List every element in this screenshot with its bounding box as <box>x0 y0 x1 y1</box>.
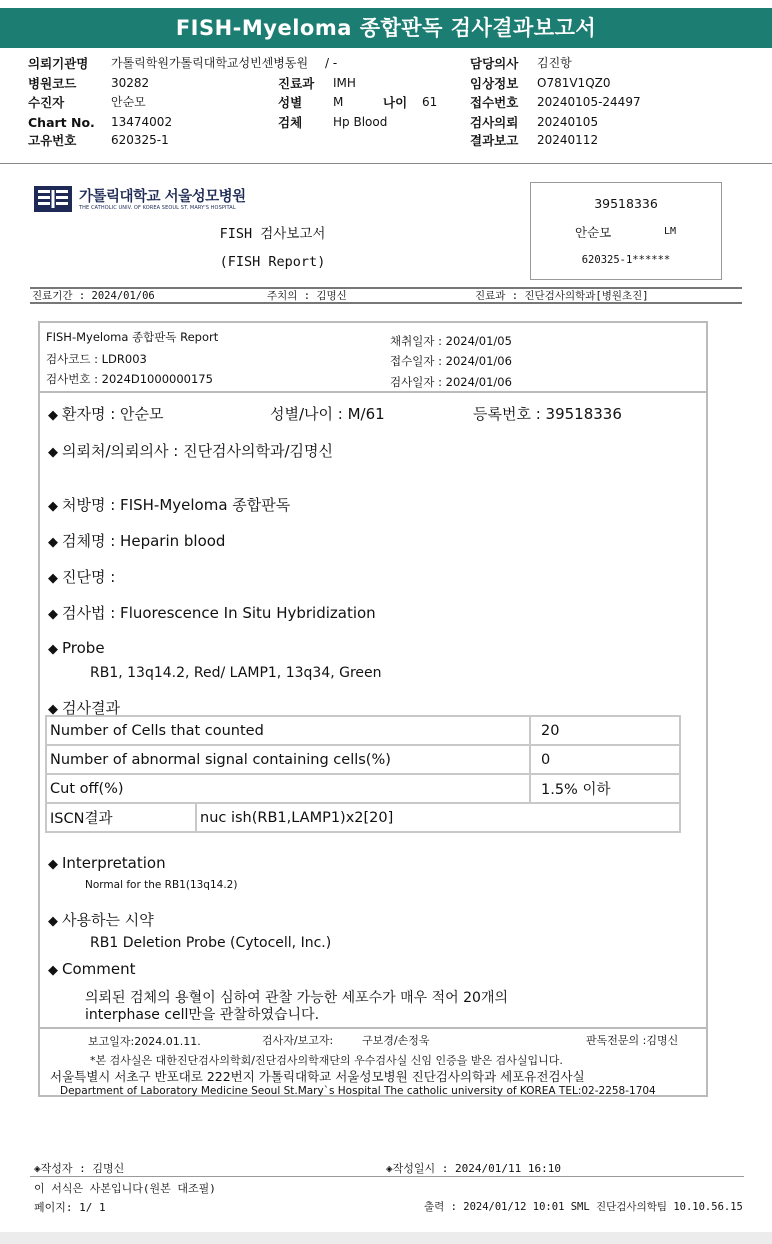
report-banner-title: FISH-Myeloma 종합판독 검사결과보고서 <box>0 8 772 48</box>
age-value: 61 <box>422 95 438 109</box>
exam-date: 검사일자 : 2024/01/06 <box>390 375 512 389</box>
id-box-code: LM <box>664 226 677 237</box>
id-box-name: 안순모 <box>575 225 612 240</box>
lab-address-en: Department of Laboratory Medicine Seoul St.Mary`s Hospital The catholic university of KOREA TEL:02-2258-1704 <box>60 1085 656 1097</box>
iscn-value-cell: nuc ish(RB1,LAMP1)x2[20] <box>196 803 680 832</box>
comment-line-2: interphase cell만을 관찰하였습니다. <box>85 1007 320 1023</box>
report-date: 보고일자:2024.01.11. <box>88 1035 201 1048</box>
request-value: 20240105 <box>537 115 599 129</box>
dept-value: IMH <box>333 76 356 90</box>
receipt-label: 접수번호 <box>470 95 519 110</box>
document-subtitle: (FISH Report) <box>219 254 326 270</box>
iscn-label-cell: ISCN결과 <box>46 803 196 832</box>
method-line: ◆ 검사법 : Fluorescence In Situ Hybridization <box>48 604 376 622</box>
diamond-bullet-icon: ◆ <box>48 571 58 586</box>
visit-department: 진료과 : 진단검사의학과[병원초진] <box>475 290 649 302</box>
dept-label: 진료과 <box>278 76 315 91</box>
sex-value: M <box>333 95 344 109</box>
comment-line-1: 의뢰된 검체의 용혈이 심하여 관찰 가능한 세포수가 매우 적어 20개의 <box>85 990 509 1006</box>
author-line: ◈작성자 : 김명신 <box>34 1162 125 1175</box>
referrer-line: ◆ 의뢰처/의뢰의사 : 진단검사의학과/김명신 <box>48 442 334 460</box>
diamond-bullet-icon: ◆ <box>48 702 58 717</box>
patient-label: 수진자 <box>28 95 65 110</box>
diamond-bullet-icon: ◆ <box>48 963 58 978</box>
report-value: 20240112 <box>537 133 599 147</box>
result-value-cell: 20 <box>530 716 680 745</box>
hospital-name-kr: 가톨릭대학교 서울성모병원 <box>79 189 246 205</box>
print-output-line: 출력 : 2024/01/12 10:01 SML 진단검사의학팀 10.10.56.15 <box>424 1201 743 1213</box>
specimen-label: 검체 <box>278 115 303 130</box>
test-code: 검사코드 : LDR003 <box>46 352 147 366</box>
diamond-bullet-icon: ◆ <box>48 607 58 622</box>
probe-heading: ◆ Probe <box>48 639 105 657</box>
doctor-value: 김진항 <box>537 56 572 70</box>
reading-specialist: 판독전문의 :김명신 <box>586 1034 679 1047</box>
lab-address-kr: 서울특별시 서초구 반포대로 222번지 가톨릭대학교 서울성모병원 진단검사의학과 세포유전검사실 <box>50 1069 585 1084</box>
registration-line: 등록번호 : 39518336 <box>473 405 622 423</box>
report-footer <box>40 1027 706 1097</box>
table-row <box>46 774 680 803</box>
result-label-cell: Number of abnormal signal containing cells(%) <box>46 745 530 774</box>
visit-period: 진료기간 : 2024/01/06 <box>32 290 155 302</box>
footer-divider <box>30 1176 744 1177</box>
result-label-cell: Number of Cells that counted <box>46 716 530 745</box>
table-row <box>46 716 680 745</box>
diamond-bullet-icon: ◆ <box>48 857 58 872</box>
doctor-label: 담당의사 <box>470 56 519 71</box>
reagent-heading: ◆ 사용하는 시약 <box>48 911 154 929</box>
page-bottom-edge <box>0 1232 772 1244</box>
hospital-code-value: 30282 <box>111 76 150 90</box>
fish-report-panel <box>38 321 708 1097</box>
sex-age-line: 성별/나이 : M/61 <box>270 405 385 423</box>
report-title: FISH-Myeloma 종합판독 Report <box>46 330 219 344</box>
specimen-value: Hp Blood <box>333 115 388 129</box>
diagnosis-line: ◆ 진단명 : <box>48 568 116 586</box>
probe-detail: RB1, 13q14.2, Red/ LAMP1, 13q34, Green <box>90 665 382 681</box>
diamond-bullet-icon: ◆ <box>48 642 58 657</box>
table-row <box>46 745 680 774</box>
unique-label: 고유번호 <box>28 133 77 148</box>
header-divider <box>0 163 772 164</box>
receipt-value: 20240105-24497 <box>537 95 641 109</box>
page-number: 페이지: 1/ 1 <box>34 1201 106 1214</box>
written-date-line: ◈작성일시 : 2024/01/11 16:10 <box>386 1162 561 1175</box>
patient-value: 안순모 <box>111 95 146 109</box>
test-number: 검사번호 : 2024D1000000175 <box>46 372 213 386</box>
result-value-cell: 1.5% 이하 <box>530 774 680 803</box>
institution-value: 가톨릭학원가톨릭대학교성빈센병동원 <box>111 56 309 70</box>
receive-date: 접수일자 : 2024/01/06 <box>390 354 512 368</box>
chart-value: 13474002 <box>111 115 173 129</box>
chart-label: Chart No. <box>28 115 95 130</box>
sex-label: 성별 <box>278 95 303 110</box>
examiner-label: 검사자/보고자: <box>262 1034 334 1047</box>
result-table <box>45 715 681 833</box>
prescription-line: ◆ 처방명 : FISH-Myeloma 종합판독 <box>48 496 291 514</box>
result-value-cell: 0 <box>530 745 680 774</box>
hospital-code-label: 병원코드 <box>28 76 77 91</box>
request-label: 검사의뢰 <box>470 115 519 130</box>
diamond-bullet-icon: ◆ <box>48 914 58 929</box>
report-label: 결과보고 <box>470 133 519 148</box>
unique-value: 620325-1 <box>111 133 169 147</box>
diamond-bullet-icon: ◆ <box>48 535 58 550</box>
institution-label: 의뢰기관명 <box>28 56 89 71</box>
id-box-uid: 620325-1****** <box>581 254 671 266</box>
certification-note: *본 검사실은 대한진단검사의학회/진단검사의학재단의 우수검사실 신임 인증을 받은 검사실입니다. <box>90 1054 563 1067</box>
reagent-text: RB1 Deletion Probe (Cytocell, Inc.) <box>90 935 332 951</box>
collect-date: 채취일자 : 2024/01/05 <box>390 334 512 348</box>
visit-physician: 주치의 : 김명신 <box>267 290 347 302</box>
interpretation-heading: ◆ Interpretation <box>48 854 166 872</box>
result-heading: ◆ 검사결과 <box>48 699 120 717</box>
report-info-header <box>40 323 706 393</box>
hospital-logo <box>33 184 273 216</box>
id-box-number: 39518336 <box>594 196 658 211</box>
clinical-value: O781V1QZ0 <box>537 76 611 90</box>
hospital-emblem-icon <box>33 184 73 214</box>
result-label-cell: Cut off(%) <box>46 774 530 803</box>
comment-heading: ◆ Comment <box>48 960 136 978</box>
diamond-bullet-icon: ◆ <box>48 445 58 460</box>
document-title: FISH 검사보고서 <box>219 226 326 242</box>
patient-name-line: ◆ 환자명 : 안순모 <box>48 405 164 423</box>
hospital-name-en: THE CATHOLIC UNIV. OF KOREA SEOUL ST. MARY'S HOSPITAL <box>79 205 236 211</box>
examiner-names: 구보경/손정욱 <box>362 1034 430 1047</box>
age-label: 나이 <box>383 95 408 110</box>
table-row <box>46 803 680 832</box>
copy-note: 이 서식은 사본입니다(원본 대조필) <box>34 1182 216 1195</box>
specimen-line: ◆ 검체명 : Heparin blood <box>48 532 226 550</box>
diamond-bullet-icon: ◆ <box>48 499 58 514</box>
diamond-bullet-icon: ◆ <box>48 408 58 423</box>
interpretation-text: Normal for the RB1(13q14.2) <box>85 879 238 891</box>
clinical-label: 임상정보 <box>470 76 519 91</box>
institution-extra: / - <box>325 56 338 70</box>
visit-info-bar <box>30 287 742 304</box>
patient-id-box <box>530 182 722 280</box>
